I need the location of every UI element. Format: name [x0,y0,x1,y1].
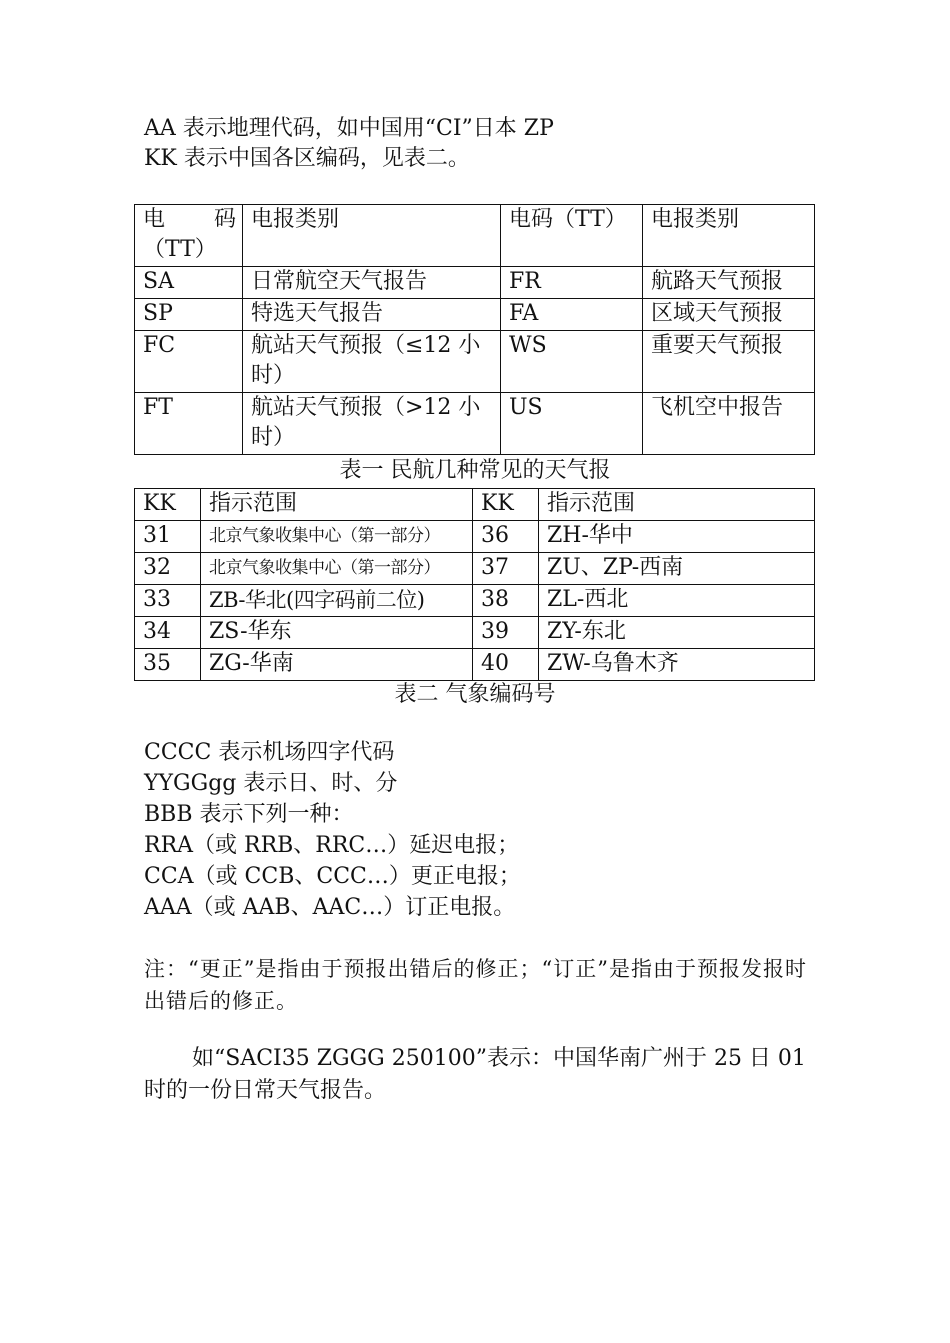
definition-line: AAA（或 AAB、AAC…）订正电报。 [144,895,516,920]
type-cell: 区域天气预报 [643,299,815,331]
code-cell: FA [501,299,643,331]
code-cell: FR [501,267,643,299]
table2-caption: 表二 气象编码号 [394,682,556,707]
table1-caption: 表一 民航几种常见的天气报 [339,458,611,483]
example-paragraph: 如“SACI35 ZGGG 250100”表示：中国华南广州于 25 日 01 时的一份日常天气报告。 [144,1046,806,1103]
type-cell: 航路天气预报 [643,267,815,299]
type-cell: 航站天气预报（>12 小时） [243,393,501,455]
table-row [135,267,815,299]
type-cell: 重要天气预报 [643,331,815,393]
table-row [135,299,815,331]
definition-line: CCA（或 CCB、CCC…）更正电报； [144,864,521,889]
table-header-row [135,205,815,267]
range-cell: 北京气象收集中心（第一部分） [201,521,473,553]
code-cell: US [501,393,643,455]
range-cell: ZU、ZP-西南 [539,553,815,585]
note-paragraph: 注：“更正”是指由于预报出错后的修正；“订正”是指由于预报发报时出错后的修正。 [144,957,807,1013]
type-cell: 特选天气报告 [243,299,501,331]
table-row [135,617,815,649]
table-row [135,553,815,585]
table-row [135,331,815,393]
region-code-table [134,488,815,681]
type-cell: 航站天气预报（≤12 小时） [243,331,501,393]
intro-line-kk: KK 表示中国各区编码，见表二。 [144,146,470,171]
definition-line: YYGGgg 表示日、时、分 [144,771,398,796]
table-row [135,649,815,681]
code-cell: WS [501,331,643,393]
kk-cell: 38 [473,585,539,617]
kk-cell: 40 [473,649,539,681]
header-code2-cell: 电码（TT） [501,205,643,267]
intro-line-aa: AA 表示地理代码，如中国用“CI”日本 ZP [144,116,554,141]
table-header-row [135,489,815,521]
header-range-cell: 指示范围 [201,489,473,521]
header-type2-cell: 电报类别 [643,205,815,267]
range-cell: ZY-东北 [539,617,815,649]
code-cell: FC [135,331,243,393]
kk-cell: 37 [473,553,539,585]
range-cell: 北京气象收集中心（第一部分） [201,553,473,585]
header-range-cell: 指示范围 [539,489,815,521]
range-cell: ZB-华北(四字码前二位) [201,585,473,617]
definition-line: BBB 表示下列一种： [144,802,354,827]
header-code-tt: （TT） [143,237,217,262]
kk-cell: 35 [135,649,201,681]
table-row [135,585,815,617]
code-cell: SP [135,299,243,331]
type-cell: 日常航空天气报告 [243,267,501,299]
code-cell: SA [135,267,243,299]
table-row [135,393,815,455]
kk-cell: 34 [135,617,201,649]
telegram-type-table [134,204,815,455]
type-cell: 飞机空中报告 [643,393,815,455]
range-cell: ZL-西北 [539,585,815,617]
range-cell: ZW-乌鲁木齐 [539,649,815,681]
kk-cell: 36 [473,521,539,553]
range-cell: ZS-华东 [201,617,473,649]
header-type-cell: 电报类别 [243,205,501,267]
range-cell: ZG-华南 [201,649,473,681]
header-code-cell [135,205,243,267]
code-cell: FT [135,393,243,455]
range-cell: ZH-华中 [539,521,815,553]
kk-cell: 33 [135,585,201,617]
definition-line: RRA（或 RRB、RRC…）延迟电报； [144,833,520,858]
kk-cell: 39 [473,617,539,649]
kk-cell: 31 [135,521,201,553]
table-row [135,521,815,553]
definition-line: CCCC 表示机场四字代码 [144,740,395,765]
kk-cell: 32 [135,553,201,585]
header-code-char-2: 码 [213,207,236,232]
header-code-char-1: 电 [143,207,166,232]
header-kk-cell: KK [135,489,201,521]
header-kk-cell: KK [473,489,539,521]
